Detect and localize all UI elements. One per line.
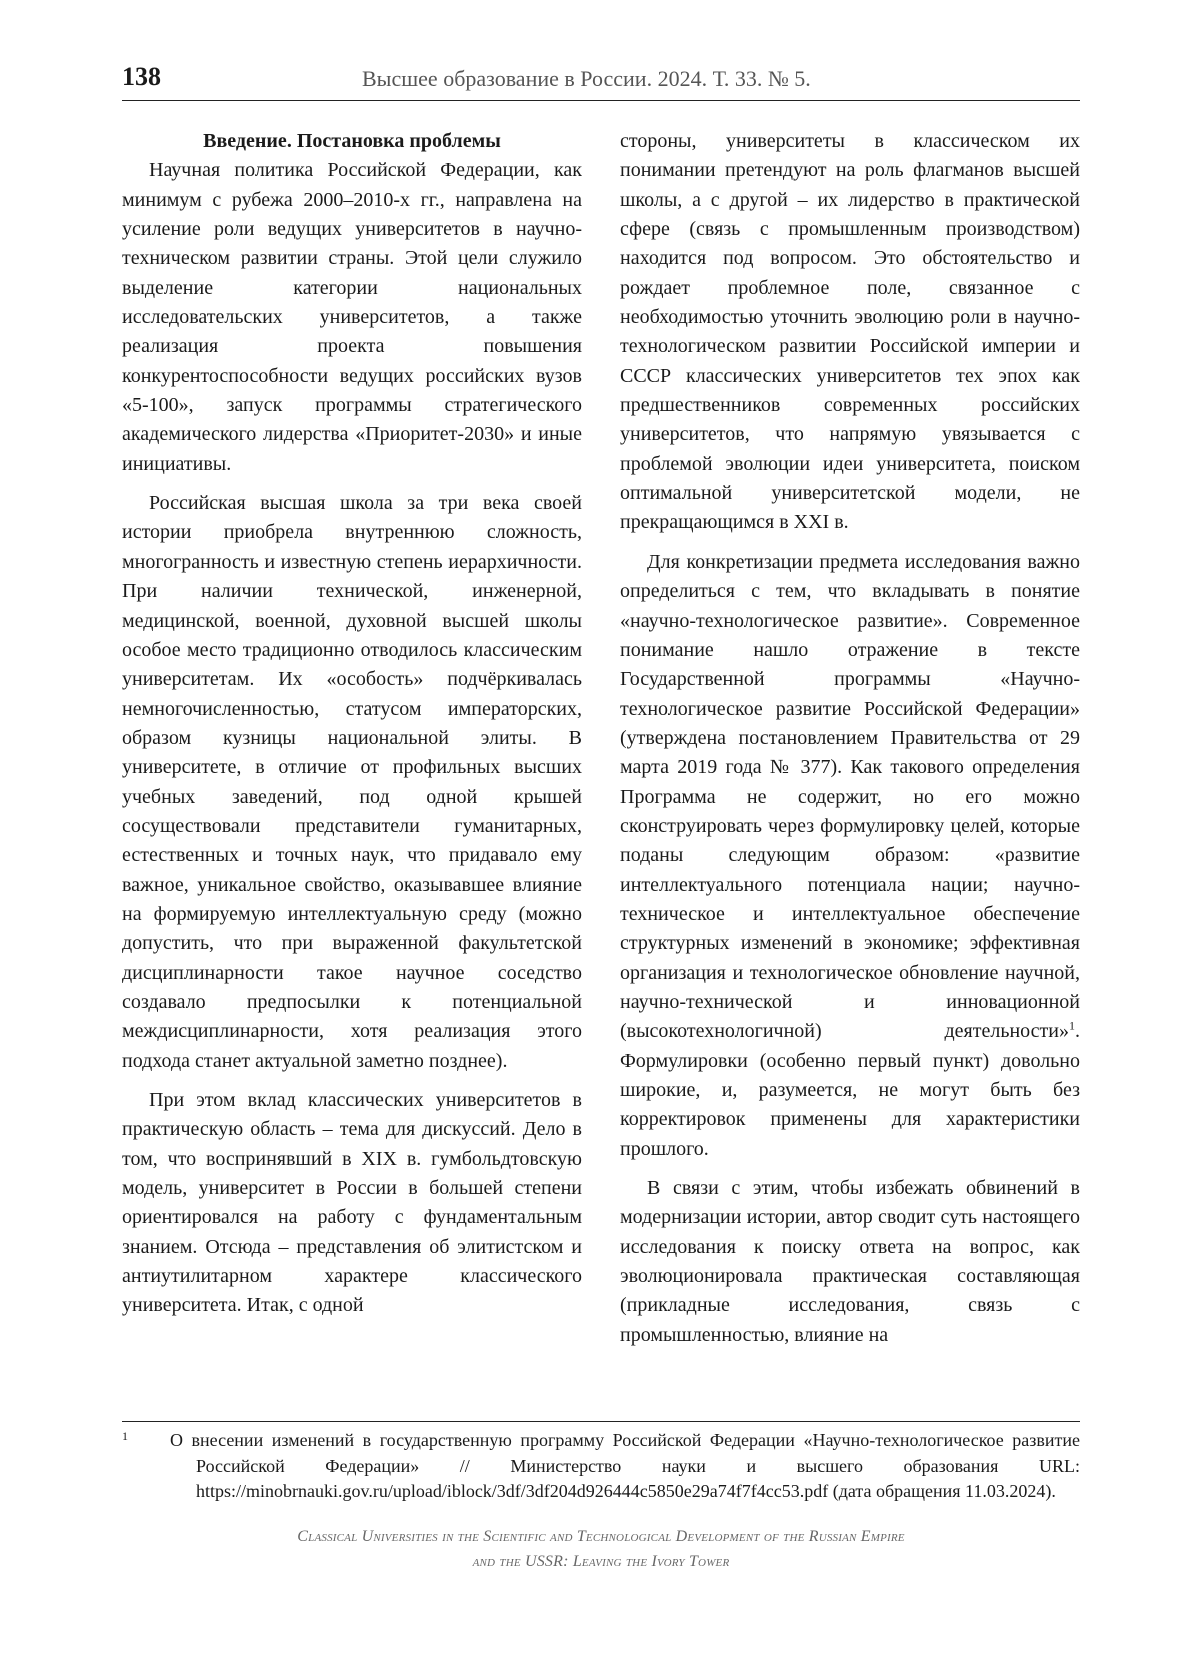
paragraph-2: Российская высшая школа за три века своей истории приобрела внутреннюю сложность, многогранность и известную степень иерархичности. При наличии технической, инженерной, медицинской, военной, духовной высшей школы особое место традиционно отводилось классическим университетам. Их «особость» подчёркивалась немногочисленностью, статусом императорских, образом кузницы национальной элиты. В университете, в отличие от профильных высших учебных заведений, под одной крышей сосуществовали представители гуманитарных, естественных и точных наук, что придавало ему важное, уникальное свойство, оказывавшее влияние на формируемую интеллектуальную среду (можно допустить, что при выраженной факультетской дисциплинарности такое научное соседство создавало предпосылки к потенциальной междисциплинарности, хотя реализация этого подхода станет актуальной заметно позднее). xyxy=(122,492,582,1072)
footnote xyxy=(122,1428,1080,1505)
paragraph-3: При этом вклад классических университетов в практическую область – тема для дискуссий. Дело в том, что воспринявший в XIX в. гумбольдтовскую модель, университет в России в большей степени ориентировался на работу с фундаментальным знанием. Отсюда – представления об элитистском и антиутилитарном характере классического университета. Итак, с одной xyxy=(122,1089,582,1317)
left-column xyxy=(122,127,582,1321)
paragraph-4 xyxy=(620,548,1080,1164)
footnote-reference[interactable]: 1 xyxy=(1069,1018,1075,1033)
journal-running-title: Высшее образование в России. 2024. Т. 33. № 5. xyxy=(362,66,811,91)
footnote-mark: 1 xyxy=(122,1429,128,1443)
paragraph-1: Научная политика Российской Федерации, как минимум с рубежа 2000–2010-х гг., направлена на усиление роли ведущих университетов в научно-техническом развитии страны. Этой цели служило выделение категории национальных исследовательских университетов, а также реализация проекта повышения конкурентоспособности ведущих российских вузов «5-100», запуск программы стратегического академического лидерства «Приоритет-2030» и иные инициативы. xyxy=(122,159,582,475)
footnote-divider xyxy=(122,1421,1080,1422)
page-header xyxy=(122,58,1080,101)
article-english-title-line-2: and the USSR: Leaving the Ivory Tower xyxy=(472,1553,730,1570)
article-english-title-line-1: Classical Universities in the Scientific and Technological Development of the Russian Empire xyxy=(297,1528,905,1545)
paragraph-5: В связи с этим, чтобы избежать обвинений в модернизации истории, автор сводит суть настоящего исследования к поиску ответа на вопрос, как эволюционировала практическая составляющая (прикладные исследования, связь с промышленностью, влияние на xyxy=(620,1177,1080,1346)
paragraph-4-text: Для конкретизации предмета исследования важно определиться с тем, что вкладывать в понятие «научно-технологическое развитие». Современное понимание нашло отражение в тексте Государственной программы «Научно-технологическое развитие Российской Федерации» (утверждена постановлением Правительства от 29 марта 2019 года № 377). Как такового определения Программа не содержит, но его можно сконструировать через формулировку целей, которые поданы следующим образом: «развитие интеллектуального потенциала нации; научно-техническое и интеллектуальное обеспечение структурных изменений в экономике; эффективная организация и технологическое обновление научной, научно-технической и инновационной (высокотехнологичной) деятельности» xyxy=(620,550,1080,1043)
paragraph-3-continued: стороны, университеты в классическом их понимании претендуют на роль флагманов высшей школы, а с другой – их лидерство в практической сфере (связь с промышленным производством) находится под вопросом. Это обстоятельство и рождает проблемное поле, связанное с необходимостью уточнить эволюцию роли в научно-технологическом развитии Российской империи и СССР классических университетов тех эпох как предшественников современных российских университетов, что напрямую увязывается с проблемой эволюции идеи университета, поиском оптимальной университетской модели, не прекращающимся в XXI в. xyxy=(620,130,1080,534)
paragraph-4-text-end: . Формулировки (особенно первый пункт) довольно широкие, и, разумеется, не могут быть без корректировок применены для характеристики прошлого. xyxy=(620,1020,1080,1160)
section-heading: Введение. Постановка проблемы xyxy=(203,130,501,152)
page-number: 138 xyxy=(122,62,161,91)
article-english-title xyxy=(122,1524,1080,1574)
right-column xyxy=(620,127,1080,1350)
footnote-text: О внесении изменений в государственную программу Российской Федерации «Научно-технологическое развитие Российской Федерации» // Министерство науки и высшего образования URL: https://minobrnauki.gov.ru/upload/iblock/3df/3df204d926444c5850e29a74f7f4cc53.pdf (дата обращения 11.03.2024). xyxy=(170,1430,1080,1501)
